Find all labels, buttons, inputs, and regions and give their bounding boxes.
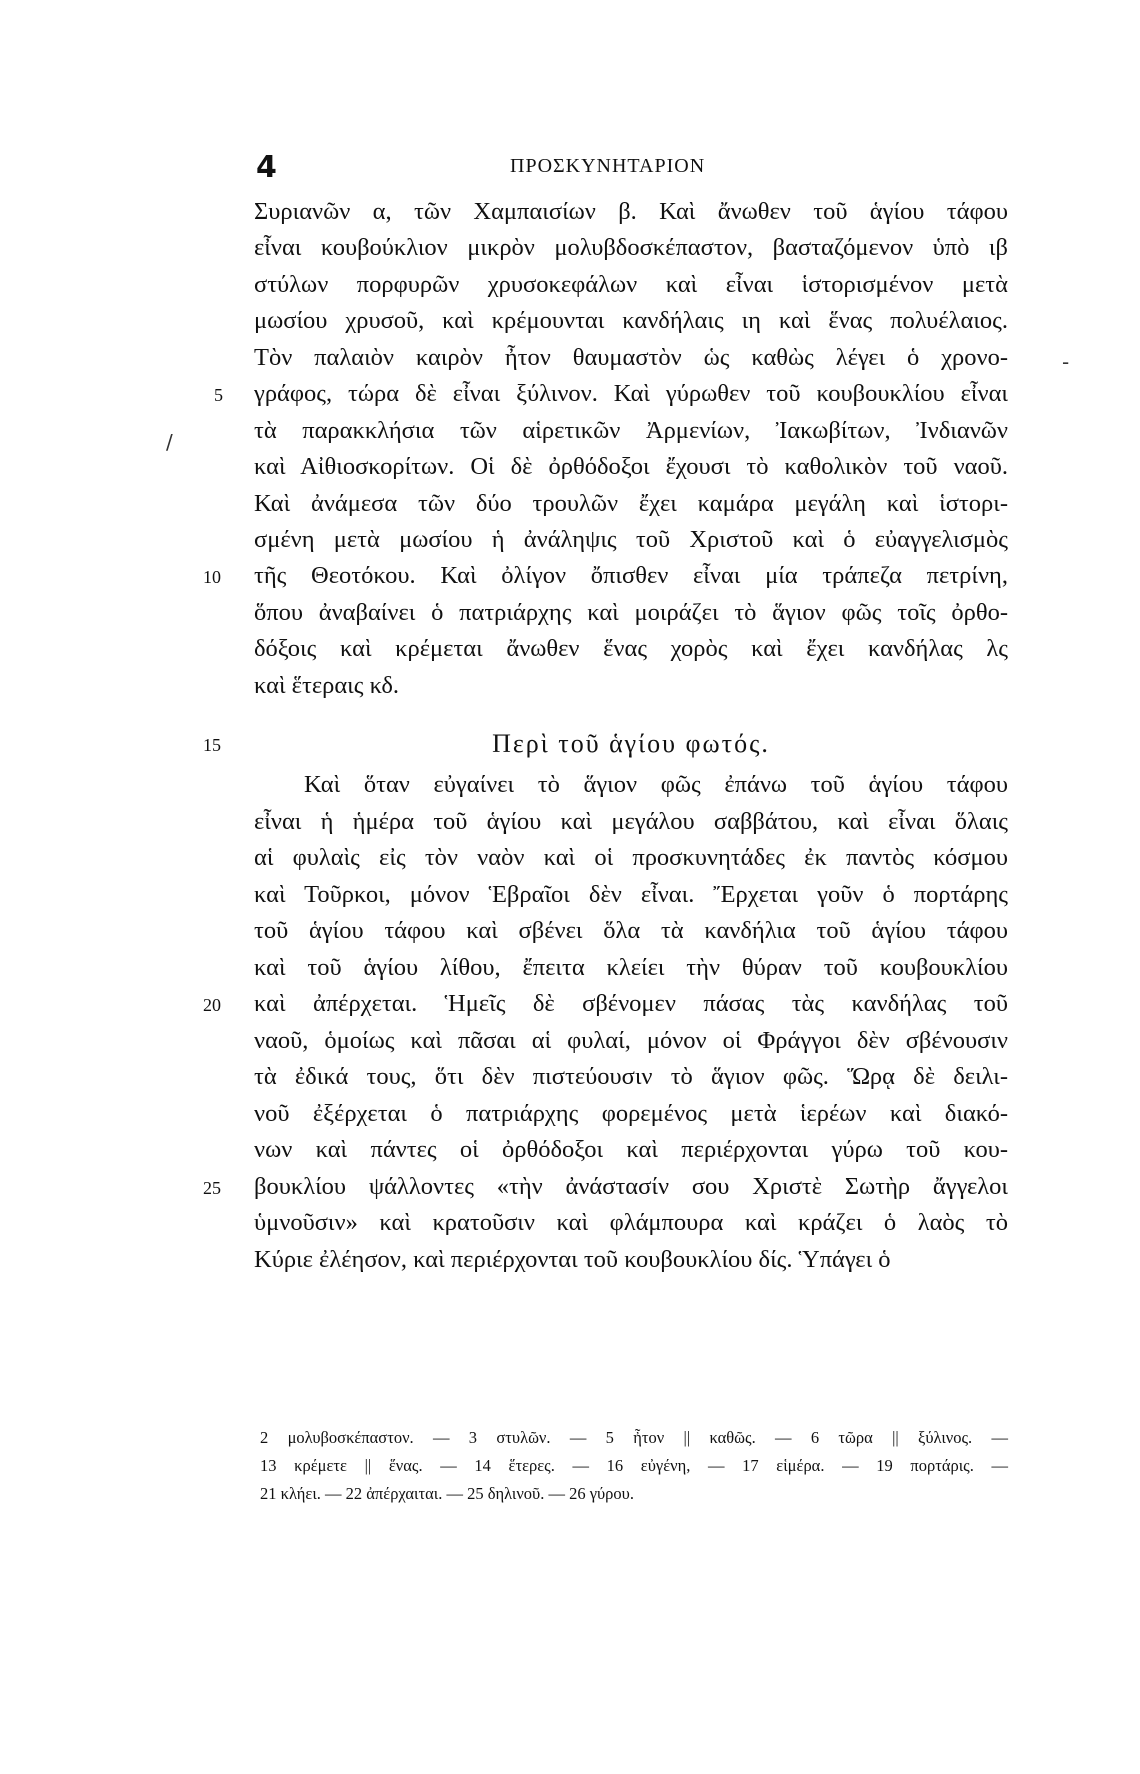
line-number: 20	[203, 995, 221, 1015]
text-line: ὑμνοῦσιν» καὶ κρατοῦσιν καὶ φλάμπουρα καὶ κράζει ὁ λαὸς τὸ	[254, 1209, 1008, 1236]
text-line: τὰ παρακκλήσια τῶν αἱρετικῶν Ἀρμενίων, Ἰακωβίτων, Ἰνδιανῶν	[254, 417, 1008, 444]
text-line: αἱ φυλαὶς εἰς τὸν ναὸν καὶ οἱ προσκυνητάδες ἐκ παντὸς κόσμου	[254, 844, 1008, 871]
text-line: νων καὶ πάντες οἱ ὀρθόδοξοι καὶ περιέρχονται γύρω τοῦ κου-	[254, 1136, 1008, 1163]
text-line: γράφος, τώρα δὲ εἶναι ξύλινον. Καὶ γύρωθεν τοῦ κουβουκλίου εἶναι	[254, 380, 1008, 407]
text-line: τὰ ἐδικά τους, ὅτι δὲν πιστεύουσιν τὸ ἅγιον φῶς. Ὥρᾳ δὲ δειλι-	[254, 1063, 1008, 1090]
text-line: Καὶ ὅταν εὐγαίνει τὸ ἅγιον φῶς ἐπάνω τοῦ ἁγίου τάφου	[304, 771, 1008, 798]
text-line: στύλων πορφυρῶν χρυσοκεφάλων καὶ εἶναι ἱστορισμένον μετὰ	[254, 271, 1008, 298]
text-line: καὶ Αἰθιοσκορίτων. Οἱ δὲ ὀρθόδοξοι ἔχουσι τὸ καθολικὸν τοῦ ναοῦ.	[254, 453, 1008, 480]
text-line: βουκλίου ψάλλοντες «τὴν ἀνάστασίν σου Χριστὲ Σωτὴρ ἄγγελοι	[254, 1173, 1008, 1200]
running-header: ΠΡΟΣΚΥΝΗΤΑΡΙΟΝ	[510, 155, 706, 177]
apparatus-line: 2 μολυβοσκέπαστον. — 3 στυλῶν. — 5 ἦτον || καθῶς. — 6 τῶρα || ξύλινος. —	[260, 1428, 1008, 1447]
line-number: 15	[203, 735, 221, 755]
text-line: ναοῦ, ὁμοίως καὶ πᾶσαι αἱ φυλαί, μόνον οἱ Φράγγοι δὲν σβένουσιν	[254, 1027, 1008, 1054]
text-line: σμένη μετὰ μωσίου ἡ ἀνάληψις τοῦ Χριστοῦ καὶ ὁ εὐαγγελισμὸς	[254, 526, 1008, 553]
text-line: Κύριε ἐλέησον, καὶ περιέρχονται τοῦ κουβουκλίου δίς. Ὑπάγει ὁ	[254, 1246, 891, 1273]
text-line: εἶναι κουβούκλιον μικρὸν μολυβδοσκέπαστον, βασταζόμενον ὑπὸ ιβ	[254, 234, 1008, 261]
margin-slash-mark: /	[166, 430, 173, 454]
text-line: Συριανῶν α, τῶν Χαμπαισίων β. Καὶ ἄνωθεν τοῦ ἁγίου τάφου	[254, 198, 1008, 225]
margin-dash-mark: -	[1062, 350, 1070, 374]
line-number: 25	[203, 1178, 221, 1198]
section-heading: Περὶ τοῦ ἁγίου φωτός.	[492, 729, 770, 758]
apparatus-line: 13 κρέμετε || ἕνας. — 14 ἕτερες. — 16 εὐγένη, — 17 εἱμέρα. — 19 πορτάρις. —	[260, 1456, 1008, 1475]
text-line: μωσίου χρυσοῦ, καὶ κρέμουνται κανδήλαις ιη καὶ ἕνας πολυέλαιος.	[254, 307, 1008, 334]
text-line: δόξοις καὶ κρέμεται ἄνωθεν ἕνας χορὸς καὶ ἔχει κανδήλας λς	[254, 635, 1008, 662]
text-line: καὶ ἀπέρχεται. Ἡμεῖς δὲ σβένομεν πάσας τὰς κανδήλας τοῦ	[254, 990, 1008, 1017]
text-line: νοῦ ἐξέρχεται ὁ πατριάρχης φορεμένος μετὰ ἱερέων καὶ διακό-	[254, 1100, 1008, 1127]
line-number: 10	[203, 567, 221, 587]
text-line: Τὸν παλαιὸν καιρὸν ἦτον θαυμαστὸν ὡς καθὼς λέγει ὁ χρονο-	[254, 344, 1008, 371]
text-line: εἶναι ἡ ἡμέρα τοῦ ἁγίου καὶ μεγάλου σαββάτου, καὶ εἶναι ὅλαις	[254, 808, 1008, 835]
text-line: καὶ Τοῦρκοι, μόνον Ἑβραῖοι δὲν εἶναι. Ἔρχεται γοῦν ὁ πορτάρης	[254, 881, 1008, 908]
page-number: 4	[256, 150, 277, 185]
text-line: τῆς Θεοτόκου. Καὶ ὀλίγον ὄπισθεν εἶναι μία τράπεζα πετρίνη,	[254, 562, 1008, 589]
text-line: καὶ τοῦ ἁγίου λίθου, ἔπειτα κλείει τὴν θύραν τοῦ κουβουκλίου	[254, 954, 1008, 981]
text-line: τοῦ ἁγίου τάφου καὶ σβένει ὅλα τὰ κανδήλια τοῦ ἁγίου τάφου	[254, 917, 1008, 944]
text-line: Καὶ ἀνάμεσα τῶν δύο τρουλῶν ἔχει καμάρα μεγάλη καὶ ἱστορι-	[254, 490, 1008, 517]
text-line: ὅπου ἀναβαίνει ὁ πατριάρχης καὶ μοιράζει τὸ ἅγιον φῶς τοῖς ὀρθο-	[254, 599, 1008, 626]
line-number: 5	[214, 385, 223, 405]
apparatus-line: 21 κλήει. — 22 ἀπέρχαιται. — 25 δηλινοῦ. — 26 γύρου.	[260, 1484, 634, 1503]
text-line: καὶ ἕτεραις κδ.	[254, 672, 400, 699]
